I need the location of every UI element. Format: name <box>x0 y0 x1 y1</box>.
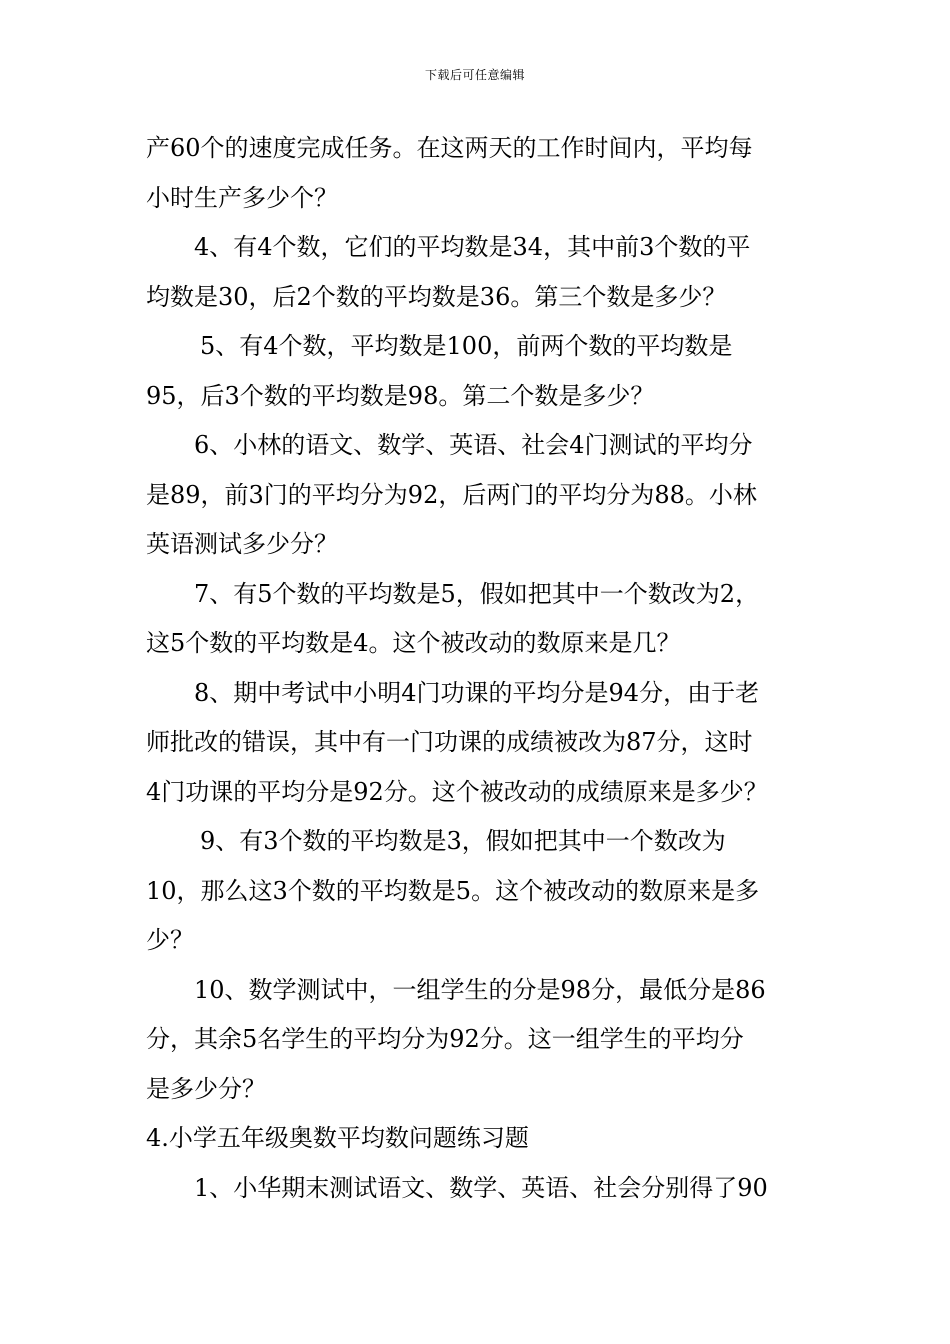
text-line: 产60个的速度完成任务。在这两天的工作时间内，平均每 <box>146 134 753 162</box>
text-line: 这5个数的平均数是4。这个被改动的数原来是几？ <box>146 629 681 657</box>
text-line: 是89，前3门的平均分为92，后两门的平均分为88。小林 <box>146 480 757 509</box>
question-5-line: 5、有4个数，平均数是100，前两个数的平均数是 <box>200 332 733 360</box>
section-heading: 4.小学五年级奥数平均数问题练习题 <box>146 1124 529 1152</box>
text-line: 少？ <box>146 926 194 954</box>
text-line: 小时生产多少个？ <box>146 183 338 212</box>
question-9-line: 9、有3个数的平均数是3，假如把其中一个数改为 <box>200 827 726 855</box>
text-line: 4门功课的平均分是92分。这个被改动的成绩原来是多少？ <box>146 777 768 806</box>
question-6-line: 6、小林的语文、数学、英语、社会4门测试的平均分 <box>194 431 753 459</box>
text-line: 英语测试多少分？ <box>146 530 338 558</box>
question-8-line: 8、期中考试中小明4门功课的平均分是94分，由于老 <box>194 678 760 707</box>
text-line: 10，那么这3个数的平均数是5。这个被改动的数原来是多 <box>146 876 760 905</box>
text-line: 分，其余5名学生的平均分为92分。这一组学生的平均分 <box>146 1025 744 1053</box>
document-body <box>146 124 816 1213</box>
header-note: 下载后可任意编辑 <box>424 68 525 82</box>
text-line: 95，后3个数的平均数是98。第二个数是多少？ <box>146 381 655 410</box>
question-4-line: 4、有4个数，它们的平均数是34，其中前3个数的平 <box>194 233 751 261</box>
text-line: 师批改的错误，其中有一门功课的成绩被改为87分，这时 <box>146 728 753 756</box>
text-line: 是多少分？ <box>146 1074 266 1103</box>
question-1-line: 1、小华期末测试语文、数学、英语、社会分别得了90 <box>194 1173 768 1202</box>
question-10-line: 10、数学测试中，一组学生的分是98分，最低分是86 <box>194 975 766 1004</box>
text-line: 均数是30，后2个数的平均数是36。第三个数是多少？ <box>146 282 727 311</box>
question-7-line: 7、有5个数的平均数是5，假如把其中一个数改为2， <box>194 579 760 608</box>
